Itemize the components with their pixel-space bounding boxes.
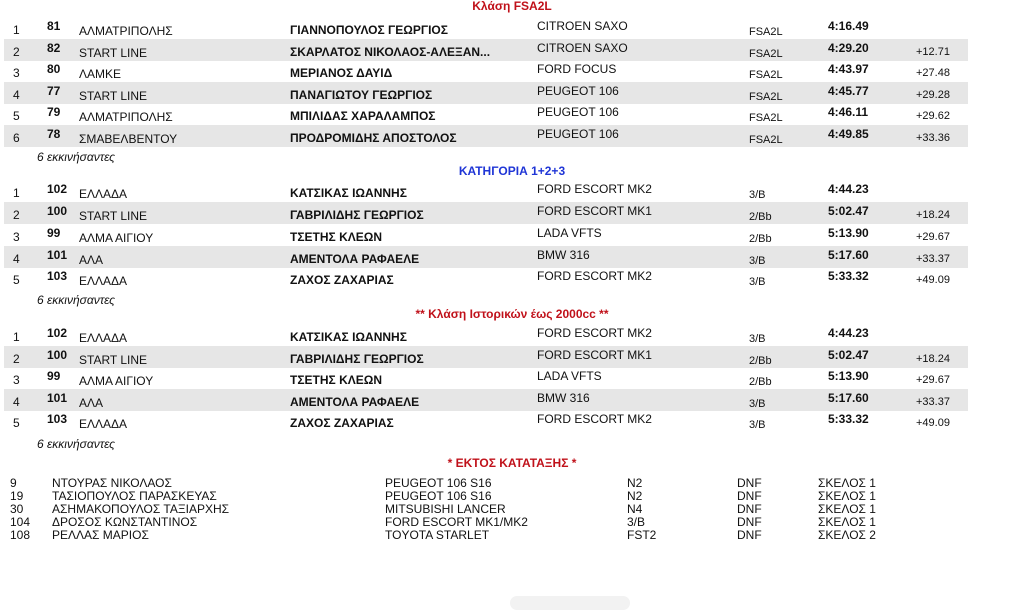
team: ΕΛΛΑΔΑ [79,417,128,431]
dnf-row [10,502,910,515]
car-number: 108 [10,528,31,542]
driver: ΜΕΡΙΑΝΟΣ ΔΑΥΙΔ [290,66,393,80]
result-row [4,60,968,82]
time: 4:45.77 [828,84,869,98]
car-number: 30 [10,502,24,516]
position: 2 [13,352,20,366]
class: N2 [627,476,643,490]
driver: ΣΚΑΡΛΑΤΟΣ ΝΙΚΟΛΑΟΣ-ΑΛΕΞΑΝ... [290,45,491,59]
class: 3/B [749,189,766,201]
team: ΑΛΑ [79,396,104,410]
team: ΛΑΜΚΕ [79,67,122,81]
driver: ΓΙΑΝΝΟΠΟΥΛΟΣ ΓΕΩΡΓΙΟΣ [290,23,448,37]
position: 5 [13,109,20,123]
class: 2/Bb [749,211,772,223]
driver: ΠΑΝΑΓΙΩΤΟΥ ΓΕΩΡΓΙΟΣ [290,88,433,102]
gap: +49.09 [916,274,950,286]
gap: +29.67 [916,231,950,243]
car: PEUGEOT 106 [537,105,619,119]
class: 2/Bb [749,355,772,367]
section-title-fsa2l: Κλάση FSA2L [472,0,552,13]
time: 4:43.97 [828,62,869,76]
position: 5 [13,273,20,287]
time: 5:17.60 [828,391,869,405]
time: 4:46.11 [828,105,869,119]
class: 3/B [749,333,766,345]
car-number: 103 [47,412,68,426]
position: 2 [13,208,20,222]
team: ΣΜΑΒΕΛΒΕΝΤΟΥ [79,132,178,146]
car: TOYOTA STARLET [385,528,490,542]
gap: +49.09 [916,417,950,429]
gap: +29.28 [916,89,950,101]
class: FST2 [627,528,657,542]
car-number: 79 [47,105,61,119]
car-number: 102 [47,326,68,340]
time: 5:02.47 [828,204,869,218]
car: CITROEN SAXO [537,41,628,55]
car-number: 9 [10,476,17,490]
car: PEUGEOT 106 [537,127,619,141]
car: BMW 316 [537,391,590,405]
car-number: 19 [10,489,24,503]
class: FSA2L [749,69,783,81]
result-row [4,180,968,202]
car-number: 99 [47,369,61,383]
class: FSA2L [749,48,783,60]
gap: +33.37 [916,396,950,408]
position: 6 [13,131,20,145]
car-number: 100 [47,204,68,218]
car: PEUGEOT 106 S16 [385,489,492,503]
section-title-historic: ** Κλάση Ιστορικών έως 2000cc ** [415,307,609,321]
class: FSA2L [749,91,783,103]
car: PEUGEOT 106 [537,84,619,98]
driver: ΤΑΣΙΟΠΟΥΛΟΣ ΠΑΡΑΣΚΕΥΑΣ [52,489,217,503]
car: CITROEN SAXO [537,19,628,33]
class: N4 [627,502,643,516]
gap: +18.24 [916,353,950,365]
result-row [4,267,968,289]
driver: ΑΣΗΜΑΚΟΠΟΥΛΟΣ ΤΑΞΙΑΡΧΗΣ [52,502,230,516]
leg: ΣΚΕΛΟΣ 1 [818,502,876,516]
gap: +29.62 [916,110,950,122]
result-row [4,39,968,61]
class: 3/B [749,398,766,410]
team: ΑΛΑ [79,253,104,267]
team: ΕΛΛΑΔΑ [79,274,128,288]
time: 5:13.90 [828,226,869,240]
team: ΕΛΛΑΔΑ [79,187,128,201]
car: BMW 316 [537,248,590,262]
car: FORD ESCORT MK2 [537,412,652,426]
dnf-row [10,528,910,541]
team: START LINE [79,46,148,60]
class: 3/B [627,515,646,529]
class: 3/B [749,276,766,288]
leg: ΣΚΕΛΟΣ 1 [818,489,876,503]
driver: ΓΑΒΡΙΛΙΔΗΣ ΓΕΩΡΓΙΟΣ [290,208,424,222]
car-number: 80 [47,62,61,76]
time: 4:44.23 [828,182,869,196]
team: ΕΛΛΑΔΑ [79,331,128,345]
position: 1 [13,330,20,344]
dnf-row [10,476,910,489]
class: FSA2L [749,112,783,124]
driver: ΑΜΕΝΤΟΛΑ ΡΑΦΑΕΛΕ [290,252,420,266]
position: 1 [13,186,20,200]
team: ΑΛΜΑ ΑΙΓΙΟΥ [79,231,154,245]
car-number: 102 [47,182,68,196]
car-number: 81 [47,19,61,33]
driver: ΚΑΤΣΙΚΑΣ ΙΩΑΝΝΗΣ [290,330,407,344]
section-title-category: ΚΑΤΗΓΟΡΙΑ 1+2+3 [458,164,566,178]
result-row [4,82,968,104]
driver: ΖΑΧΟΣ ΖΑΧΑΡΙΑΣ [290,273,394,287]
driver: ΜΠΙΛΙΔΑΣ ΧΑΡΑΛΑΜΠΟΣ [290,109,436,123]
driver: ΡΕΛΛΑΣ ΜΑΡΙΟΣ [52,528,149,542]
class: FSA2L [749,134,783,146]
position: 2 [13,45,20,59]
driver: ΤΣΕΤΗΣ ΚΛΕΩΝ [290,373,383,387]
class: 2/Bb [749,376,772,388]
position: 3 [13,373,20,387]
position: 5 [13,416,20,430]
result-row [4,202,968,224]
result-row [4,410,968,432]
status: DNF [737,528,762,542]
driver: ΝΤΟΥΡΑΣ ΝΙΚΟΛΑΟΣ [52,476,172,490]
position: 4 [13,252,20,266]
car: PEUGEOT 106 S16 [385,476,492,490]
car-number: 100 [47,348,68,362]
result-row [4,125,968,147]
leg: ΣΚΕΛΟΣ 1 [818,476,876,490]
position: 1 [13,23,20,37]
car: MITSUBISHI LANCER [385,502,506,516]
driver: ΓΑΒΡΙΛΙΔΗΣ ΓΕΩΡΓΙΟΣ [290,352,424,366]
section-title-excluded: * ΕΚΤΟΣ ΚΑΤΑΤΑΞΗΣ * [447,456,577,470]
starters-count: 6 εκκινήσαντες [37,293,115,307]
car-number: 101 [47,391,68,405]
leg: ΣΚΕΛΟΣ 2 [818,528,876,542]
class: 3/B [749,419,766,431]
position: 3 [13,66,20,80]
status: DNF [737,489,762,503]
time: 5:17.60 [828,248,869,262]
car-number: 101 [47,248,68,262]
car-number: 78 [47,127,61,141]
time: 4:49.85 [828,127,869,141]
result-row [4,389,968,411]
result-row [4,246,968,268]
time: 5:02.47 [828,348,869,362]
class: FSA2L [749,26,783,38]
class: 3/B [749,255,766,267]
driver: ΖΑΧΟΣ ΖΑΧΑΡΙΑΣ [290,416,394,430]
car-number: 103 [47,269,68,283]
car: FORD ESCORT MK1 [537,204,652,218]
car: FORD ESCORT MK2 [537,326,652,340]
team: ΑΛΜΑΤΡΙΠΟΛΗΣ [79,24,173,38]
result-row [4,324,968,346]
driver: ΚΑΤΣΙΚΑΣ ΙΩΑΝΝΗΣ [290,186,407,200]
car-number: 104 [10,515,31,529]
time: 5:13.90 [828,369,869,383]
time: 4:16.49 [828,19,869,33]
team: START LINE [79,353,148,367]
gap: +33.36 [916,132,950,144]
time: 4:29.20 [828,41,869,55]
leg: ΣΚΕΛΟΣ 1 [818,515,876,529]
starters-count: 6 εκκινήσαντες [37,437,115,451]
driver: ΠΡΟΔΡΟΜΙΔΗΣ ΑΠΟΣΤΟΛΟΣ [290,131,457,145]
driver: ΑΜΕΝΤΟΛΑ ΡΑΦΑΕΛΕ [290,395,420,409]
car: LADA VFTS [537,369,602,383]
gap: +12.71 [916,46,950,58]
car-number: 99 [47,226,61,240]
car: FORD ESCORT MK1 [537,348,652,362]
team: START LINE [79,89,148,103]
car: FORD ESCORT MK1/MK2 [385,515,528,529]
car-number: 82 [47,41,61,55]
result-row [4,103,968,125]
scroll-fade [510,596,630,610]
result-row [4,17,968,39]
team: START LINE [79,209,148,223]
car-number: 77 [47,84,61,98]
dnf-row [10,489,910,502]
team: ΑΛΜΑ ΑΙΓΙΟΥ [79,374,154,388]
status: DNF [737,515,762,529]
gap: +29.67 [916,374,950,386]
car: FORD FOCUS [537,62,617,76]
status: DNF [737,476,762,490]
car: FORD ESCORT MK2 [537,269,652,283]
starters-count: 6 εκκινήσαντες [37,150,115,164]
team: ΑΛΜΑΤΡΙΠΟΛΗΣ [79,110,173,124]
driver: ΔΡΟΣΟΣ ΚΩΝΣΤΑΝΤΙΝΟΣ [52,515,198,529]
driver: ΤΣΕΤΗΣ ΚΛΕΩΝ [290,230,383,244]
time: 4:44.23 [828,326,869,340]
status: DNF [737,502,762,516]
class: 2/Bb [749,233,772,245]
result-row [4,224,968,246]
time: 5:33.32 [828,269,869,283]
class: N2 [627,489,643,503]
gap: +27.48 [916,67,950,79]
dnf-row [10,515,910,528]
gap: +18.24 [916,209,950,221]
time: 5:33.32 [828,412,869,426]
result-row [4,346,968,368]
position: 4 [13,88,20,102]
position: 4 [13,395,20,409]
result-row [4,367,968,389]
car: FORD ESCORT MK2 [537,182,652,196]
position: 3 [13,230,20,244]
gap: +33.37 [916,253,950,265]
car: LADA VFTS [537,226,602,240]
